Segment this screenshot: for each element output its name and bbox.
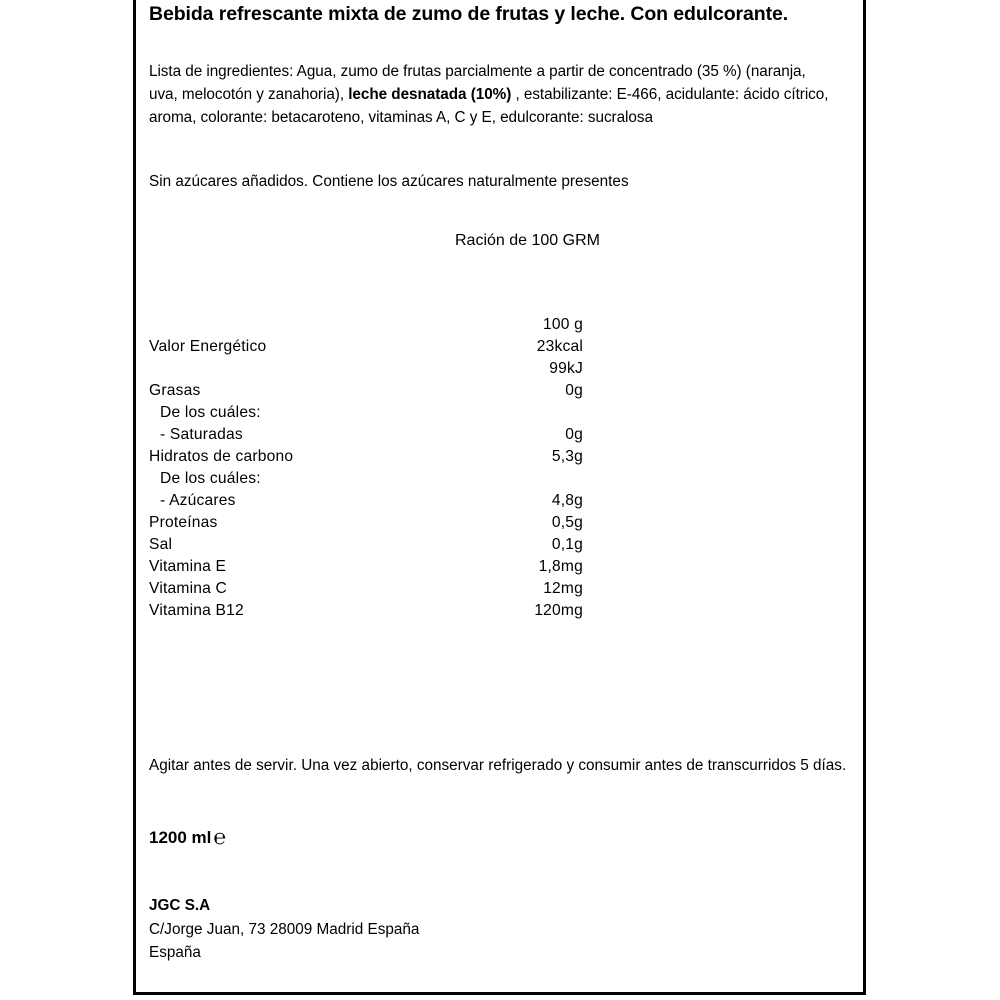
net-volume: [149, 825, 226, 850]
estimated-sign-icon: ℮: [213, 825, 226, 849]
nutrition-row-value: 1,8mg: [538, 558, 583, 575]
ingredients-paragraph: [149, 60, 829, 129]
ingredients-prefix: Lista de ingredientes: Agua, zumo de frutas parcialmente a partir de concentrado (35 %) (naranja, uva, melocotón y zanahoria),: [149, 63, 806, 103]
nutrition-row: [136, 380, 863, 402]
nutrition-row: [136, 534, 863, 556]
nutrition-row: [136, 446, 863, 468]
nutrition-row-label: Vitamina C: [149, 580, 227, 597]
company-name: JGC S.A: [149, 897, 211, 914]
nutrition-row: [136, 336, 863, 358]
nutrition-row-label: De los cuáles:: [160, 470, 261, 487]
nutrition-row: [136, 578, 863, 600]
nutrition-label-frame: [133, 0, 866, 995]
nutrition-row-label: Sal: [149, 536, 173, 553]
no-added-sugar-note: Sin azúcares añadidos. Contiene los azúcares naturalmente presentes: [149, 173, 629, 190]
nutrition-row: [136, 424, 863, 446]
nutrition-row-value: 0g: [565, 382, 583, 399]
nutrition-row-label: De los cuáles:: [160, 404, 261, 421]
ingredients-highlight-milk: leche desnatada (10%): [348, 86, 512, 103]
nutrition-row: [136, 402, 863, 424]
nutrition-row: [136, 600, 863, 622]
label-content: [136, 0, 863, 992]
nutrition-row-value: 99kJ: [549, 360, 583, 377]
nutrition-row-label: Grasas: [149, 382, 201, 399]
nutrition-row: [136, 512, 863, 534]
company-address: C/Jorge Juan, 73 28009 Madrid España: [149, 920, 420, 938]
company-country: España: [149, 944, 201, 961]
nutrition-table: [136, 314, 863, 622]
nutrition-row: [136, 490, 863, 512]
nutrition-row: [136, 468, 863, 490]
storage-instructions: Agitar antes de servir. Una vez abierto, conservar refrigerado y consumir antes de transcurridos 5 días.: [149, 757, 847, 774]
nutrition-row-label: Valor Energético: [149, 338, 267, 355]
nutrition-column-header: 100 g: [542, 316, 583, 333]
nutrition-row: [136, 314, 863, 336]
net-volume-amount: 1200 ml: [149, 828, 212, 847]
nutrition-row-value: 0,5g: [551, 514, 583, 531]
ingredients-suffix: , estabilizante: E-466, acidulante: ácido cítrico, aroma, colorante: betacaroteno, vitaminas A, C y E, edulcorante: sucralosa: [149, 86, 829, 126]
nutrition-row-value: 120mg: [534, 602, 583, 619]
nutrition-row-value: 12mg: [543, 580, 583, 597]
nutrition-row-value: 4,8g: [551, 492, 583, 509]
nutrition-row-label: - Azúcares: [160, 492, 236, 509]
nutrition-row-value: 5,3g: [551, 448, 583, 465]
nutrition-row-label: Hidratos de carbono: [149, 448, 294, 465]
nutrition-row-value: 23kcal: [536, 338, 583, 355]
nutrition-row: [136, 556, 863, 578]
nutrition-row-label: Vitamina E: [149, 558, 227, 575]
nutrition-row: [136, 358, 863, 380]
nutrition-row-label: Proteínas: [149, 514, 218, 531]
serving-size-text: Ración de 100 GRM: [455, 232, 600, 249]
nutrition-row-label: Vitamina B12: [149, 602, 244, 619]
nutrition-row-label: - Saturadas: [160, 426, 243, 443]
page-title: Bebida refrescante mixta de zumo de frutas y leche. Con edulcorante.: [149, 3, 789, 25]
company-info: [149, 894, 839, 965]
nutrition-row-value: 0,1g: [551, 536, 583, 553]
nutrition-row-value: 0g: [565, 426, 583, 443]
